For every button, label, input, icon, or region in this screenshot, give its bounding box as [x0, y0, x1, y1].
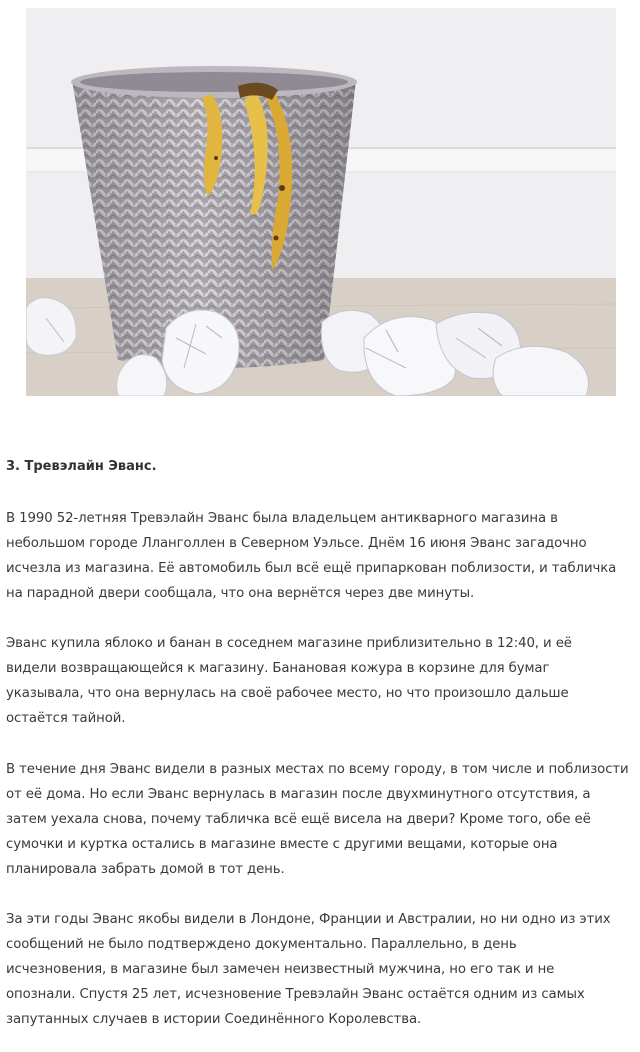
paragraph-line: планировала забрать домой в тот день.	[6, 862, 285, 878]
paragraph-line: остаётся тайной.	[6, 711, 126, 727]
paragraph-line: исчезновения, в магазине был замечен неизвестный мужчина, но его так и не	[6, 962, 555, 978]
article-paragraph	[6, 506, 638, 606]
paragraph-line: видели возвращающейся к магазину. Банановая кожура в корзине для бумаг	[6, 661, 550, 677]
paragraph-line: от её дома. Но если Эванс вернулась в магазин после двухминутного отсутствия, а	[6, 787, 591, 803]
article-paragraph	[6, 757, 638, 882]
paragraph-line: За эти годы Эванс якобы видели в Лондоне, Франции и Австралии, но ни одно из этих	[6, 912, 611, 927]
paragraph-line: указывала, что она вернулась на своё рабочее место, но что произошло дальше	[6, 686, 569, 702]
article-paragraph	[6, 631, 638, 731]
article-paragraph	[6, 907, 638, 1032]
paragraph-line: В 1990 52-летняя Тревэлайн Эванс была владельцем антикварного магазина в	[6, 511, 558, 526]
paragraph-line: сумочки и куртка остались в магазине вместе с другими вещами, которые она	[6, 837, 558, 853]
paragraph-line: запутанных случаев в истории Соединённого Королевства.	[6, 1012, 422, 1028]
wastebasket-illustration	[26, 8, 616, 396]
paragraph-line: исчезла из магазина. Её автомобиль был всё ещё припаркован поблизости, и табличка	[6, 561, 617, 577]
article-heading: 3. Тревэлайн Эванс.	[6, 459, 157, 474]
paragraph-line: В течение дня Эванс видели в разных местах по всему городу, в том числе и поблизости	[6, 762, 629, 777]
paragraph-line: Эванс купила яблоко и банан в соседнем магазине приблизительно в 12:40, и её	[6, 636, 572, 651]
paragraph-line: затем уехала снова, почему табличка всё ещё висела на двери? Кроме того, обе её	[6, 812, 591, 828]
paragraph-line: сообщений не было подтверждено документально. Параллельно, в день	[6, 937, 517, 953]
paragraph-line: небольшом городе Лланголлен в Северном Уэльсе. Днём 16 июня Эванс загадочно	[6, 536, 587, 552]
paragraph-line: на парадной двери сообщала, что она вернётся через две минуты.	[6, 586, 475, 602]
paragraph-line: опознали. Спустя 25 лет, исчезновение Тревэлайн Эванс остаётся одним из самых	[6, 987, 585, 1003]
article-photo	[26, 8, 616, 396]
